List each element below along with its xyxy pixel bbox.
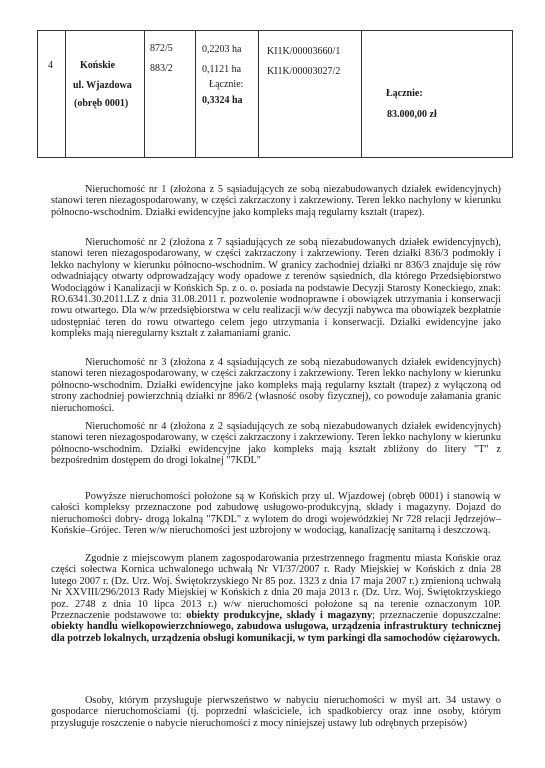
- plot-area: 0,2203 ha: [202, 44, 242, 55]
- cell-location: [66, 31, 145, 158]
- plot-number: 872/5: [150, 43, 173, 54]
- zoning-text: ; przeznaczenie dopuszczalne:: [372, 610, 501, 622]
- area-total: 0,3324 ha: [202, 95, 243, 106]
- value-total-label: Łącznie:: [386, 88, 423, 99]
- paragraph-property-1: Nieruchomość nr 1 (złożona z 5 sąsiadujących ze sobą niezabudowanych działek ewidencyjnych) stanowi teren niezagospodarowany, w części zakrzaczony i zakrzewiony. Teren lekko nachylony w kierunku północno-wschodnim. Działki ewidencyjne jako kompleks mają regularny kształt (trapez).: [51, 184, 501, 218]
- cell-land-registry: [259, 31, 362, 158]
- location-city: Końskie: [80, 60, 116, 71]
- table-row: [38, 31, 513, 158]
- zoning-text: Zgodnie z miejscowym planem zagospodarowania przestrzennego fragmentu miasta Końskie oraz części sołectwa Kornica uchwalonego uchwałą Nr VI/37/2007 r. Rady Miejskiej w Końskich z dnia 28 lutego 2007 r. (Dz. Urz. Woj. Świętokrzyskiego Nr 85 poz. 1323 z dnia 17 maja 2007 r.) zmienioną uchwałą Nr XXVIII/296/2013 Rady Miejskiej w Końskich z dnia 20 maja 2013 r. (Dz. Urz. Woj. Świętokrzyskiego poz. 2748 z dnia 10 lipca 2013 r.) w/w nieruchomości położone są na terenie oznaczonym 10P. Przeznaczenie podstawowe to:: [51, 553, 501, 622]
- zoning-basic-use: obiekty produkcyjne, składy i magazyny: [186, 610, 373, 622]
- plot-area: 0,1121 ha: [202, 64, 242, 75]
- property-table: [37, 30, 513, 158]
- cell-plots: [145, 31, 196, 158]
- area-total-label: Łącznie:: [209, 79, 244, 90]
- plot-number: 883/2: [150, 63, 173, 74]
- location-street: ul. Wjazdowa: [73, 80, 132, 91]
- paragraph-property-3: Nieruchomość nr 3 (złożona z 4 sąsiadujących ze sobą niezabudowanych działek ewidencyjnych) stanowi teren niezagospodarowany, w części zakrzaczony i zakrzewiony. Teren lekko nachylony w kierunku północno-wschodnim. Działki ewidencyjne jako kompleks mają regularny kształt (trapez) z wyłączoną od strony zachodniej powierzchnią działki nr 896/2 (własność osoby fizycznej), co powoduje załamania granic nieruchomości.: [51, 357, 501, 414]
- location-precinct: (obręb 0001): [74, 98, 129, 109]
- row-number: 4: [48, 60, 53, 71]
- paragraph-property-2: Nieruchomość nr 2 (złożona z 7 sąsiadujących ze sobą niezabudowanych działek ewidencyjnych), stanowi teren niezagospodarowany, w części zakrzaczony i zakrzewiony. Teren działki 836/3 podmokły i lekko nachylony w kierunku północno-wschodnim. W granicy zachodniej działki nr 836/3 znajduje się rów odwadniający otwarty odprowadzający wody opadowe z terenów sąsiednich, dla którego Przedsiębiorstwo Wodociągów i Kanalizacji w Końskich Sp. z o. o. posiada na podstawie Decyzji Starosty Koneckiego, znak: RO.6341.30.2011.LZ z dnia 31.08.2011 r. pozwolenie wodnoprawne i obowiązek utrzymania i konserwacji rowu otwartego. Dla w/w przedsiębiorstwa w celu realizacji w/w decyzji nabywca ma obowiązek bezpłatnie udostępniać teren do rowu otwartego celem jego utrzymania i konserwacji. Działki ewidencyjne jako kompleks mają nieregularny kształt z załamaniami granic.: [51, 237, 501, 340]
- value-total: 83.000,00 zł: [387, 109, 437, 120]
- land-registry-number: KI1K/00003660/1: [267, 46, 341, 57]
- paragraph-zoning-plan: [51, 553, 501, 644]
- paragraph-property-4: Nieruchomość nr 4 (złożona z 2 sąsiadujących ze sobą niezabudowanych działek ewidencyjnych) stanowi teren niezagospodarowany, w części zakrzaczony i zakrzewiony. Teren lekko nachylony w kierunku północno-wschodnim. Działki ewidencyjne jako kompleks mają kształt zbliżony do litery "T" z bezpośrednim dostępem do drogi lokalnej "7KDL": [51, 421, 501, 467]
- paragraph-location: Powyższe nieruchomości położone są w Końskich przy ul. Wjazdowej (obręb 0001) i stanowią w całości kompleksy przeznaczone pod zabudowę usługowo-produkcyjną, składy i magazyny. Dojazd do nieruchomości dobry- drogą lokalną "7KDL" z wylotem do drogi wojewódzkiej Nr 728 relacji Jędrzejów–Końskie–Grójec. Teren w/w nieruchomości jest uzbrojony w wodociąg, kanalizację sanitarną i deszczową.: [51, 491, 501, 537]
- land-registry-number: KI1K/00003027/2: [267, 66, 341, 77]
- zoning-allowed-use: obiekty handlu wielkopowierzchniowego, zabudowa usługowa, urządzenia infrastruktury technicznej dla potrzeb lokalnych, urządzenia obsługi komunikacji, w tym parkingi dla samochodów ciężarowych.: [51, 621, 501, 644]
- cell-number: [38, 31, 66, 158]
- cell-areas: [196, 31, 259, 158]
- cell-value: [362, 31, 513, 158]
- paragraph-preemption: Osoby, którym przysługuje pierwszeństwo w nabyciu nieruchomości w myśl art. 34 ustawy o gospodarce nieruchomościami (tj. poprzedni właściciele, ich spadkobiercy oraz inne osoby, którym przysługuje roszczenie o nabycie nieruchomości z mocy niniejszej ustawy lub odrębnych przepisów): [51, 695, 501, 729]
